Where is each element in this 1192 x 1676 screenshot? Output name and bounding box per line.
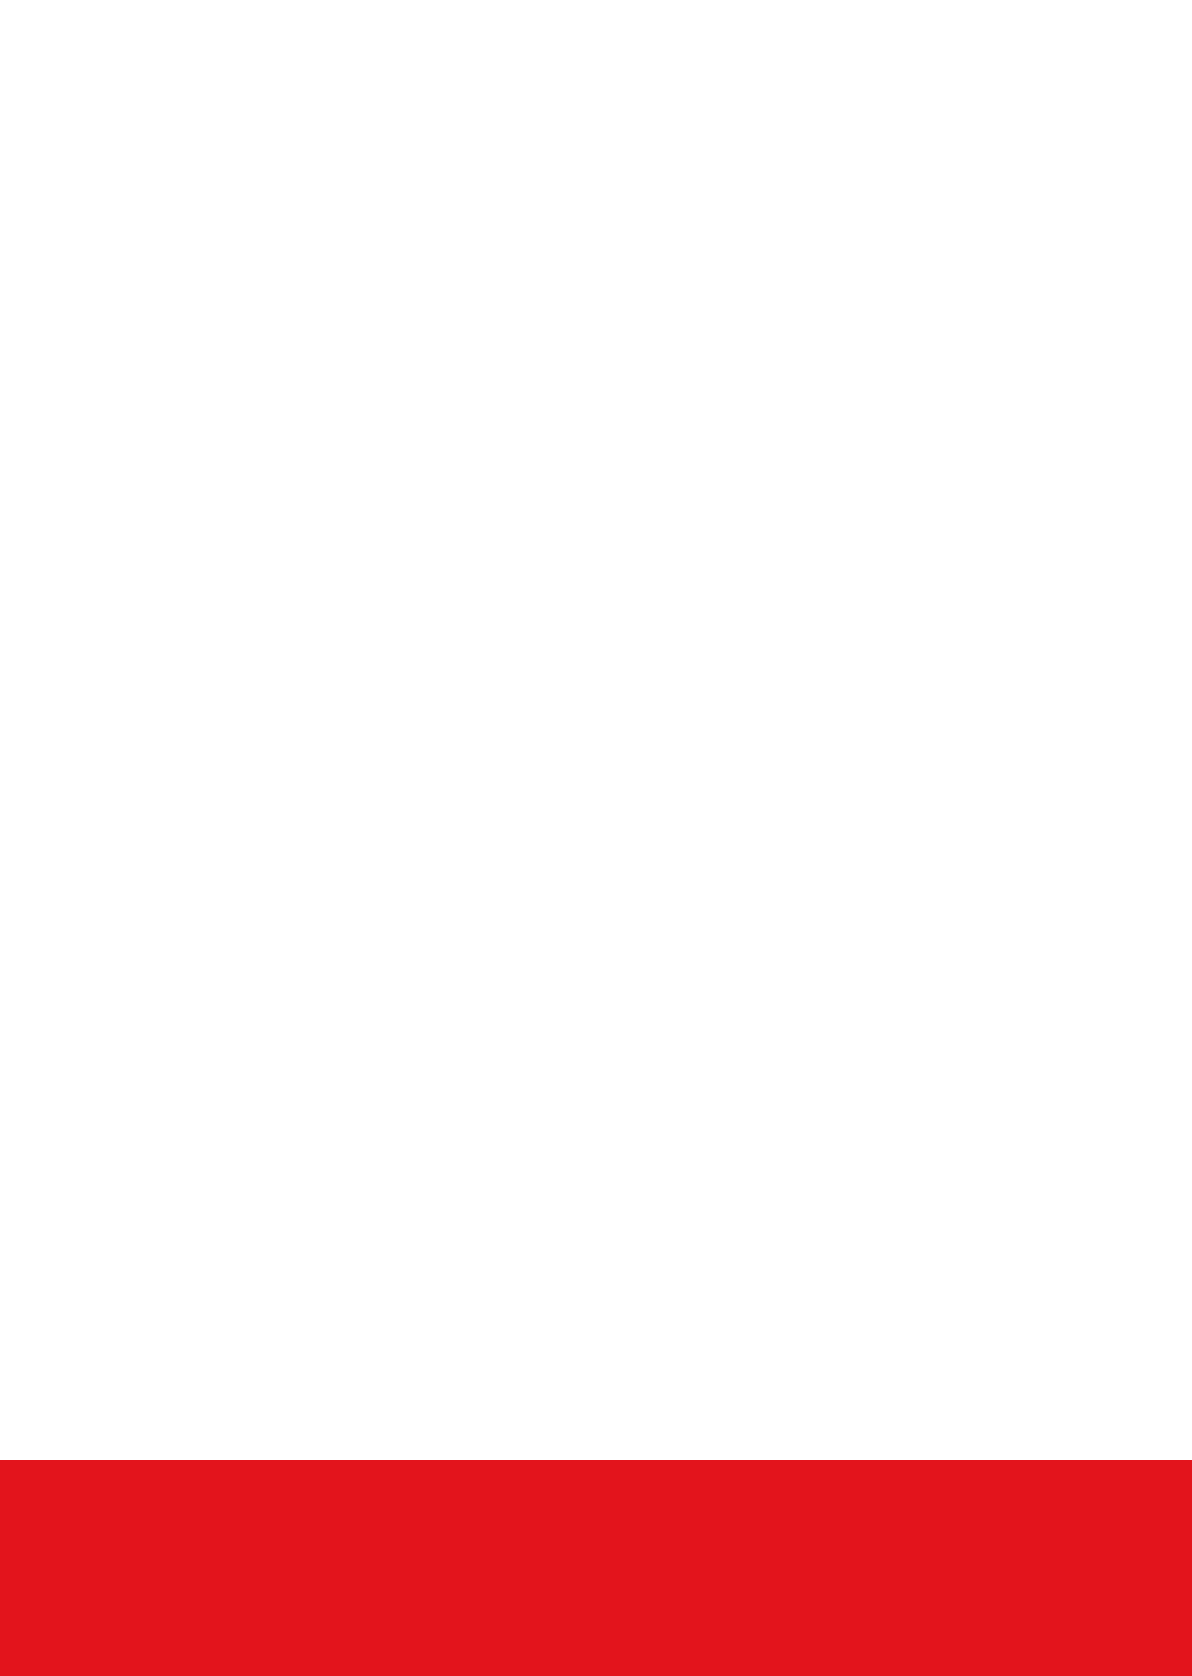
header	[0, 0, 1192, 290]
traffic-notice	[32, 300, 1172, 342]
poster-title	[222, 40, 1172, 170]
poster-subtitle	[224, 170, 1174, 270]
footer-band	[0, 1460, 1192, 1676]
route-map	[0, 370, 1192, 1460]
